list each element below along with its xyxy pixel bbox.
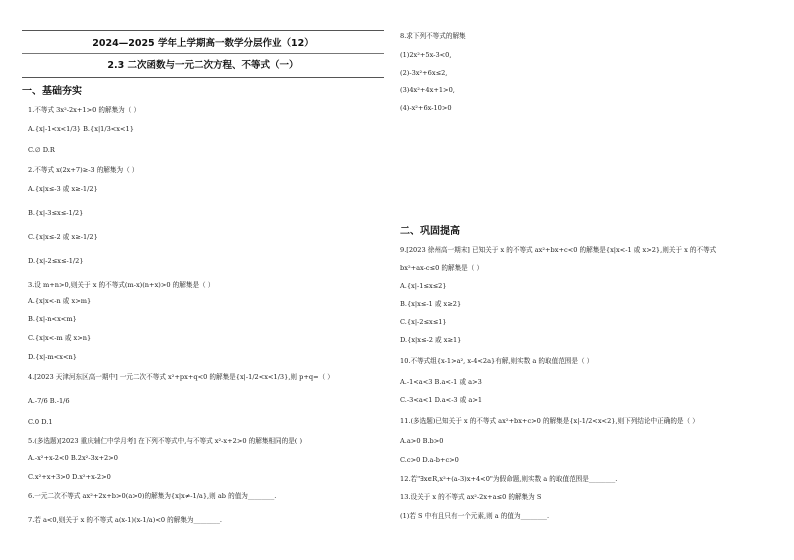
q3-option-a: A.{x|x<-n 或 x>m} — [28, 297, 92, 305]
q8-part3: (3)4x²+4x+1>0, — [400, 86, 455, 94]
section-improve-title: 二、巩固提高 — [400, 226, 460, 237]
q12-stem: 12.若"∃x∈R,x²+(a-3)x+4<0"为假命题,则实数 a 的取值范围是________. — [400, 475, 618, 483]
q13-stem: 13.设关于 x 的不等式 ax²-2x+a≤0 的解集为 S — [400, 493, 542, 501]
q10-options-ab: A.-1<a<3 B.a<-1 或 a>3 — [400, 378, 482, 386]
q6-stem: 6.一元二次不等式 ax²+2x+b>0(a>0)的解集为{x|x≠-1/a},则 ab 的值为________. — [28, 492, 277, 500]
q2-option-a: A.{x|x≤-3 或 x≥-1/2} — [28, 185, 98, 193]
q2-option-d: D.{x|-2≤x≤-1/2} — [28, 257, 84, 265]
q2-option-b: B.{x|-3≤x≤-1/2} — [28, 209, 84, 217]
q4-options-cd: C.0 D.1 — [28, 418, 53, 426]
q1-stem: 1.不等式 3x²-2x+1>0 的解集为（ ） — [28, 106, 141, 114]
q11-options-cd: C.c>0 D.a-b+c>0 — [400, 456, 459, 464]
q9-option-d: D.{x|x≤-2 或 x≥1} — [400, 336, 462, 344]
q11-stem: 11.(多选题)已知关于 x 的不等式 ax²+bx+c>0 的解集是{x|-1/2<x<2},则下列结论中正确的是（ ） — [400, 417, 699, 425]
q8-part4: (4)-x²+6x-10>0 — [400, 104, 452, 112]
q1-options-ab: A.{x|-1<x<1/3} B.{x|1/3<x<1} — [28, 125, 134, 133]
q3-option-b: B.{x|-n<x<m} — [28, 315, 77, 323]
q8-part1: (1)2x²+5x-3<0, — [400, 51, 452, 59]
q1-options-cd: C.∅ D.R — [28, 146, 55, 154]
q11-options-ab: A.a>0 B.b>0 — [400, 437, 444, 445]
q9-stem-cont: bx²+ax-c≤0 的解集是（ ） — [400, 264, 484, 272]
q7-stem: 7.若 a<0,则关于 x 的不等式 a(x-1)(x-1/a)<0 的解集为________. — [28, 516, 222, 524]
q9-option-a: A.{x|-1≤x≤2} — [400, 282, 447, 290]
q9-option-b: B.{x|x≤-1 或 x≥2} — [400, 300, 462, 308]
q2-option-c: C.{x|x≤-2 或 x≥-1/2} — [28, 233, 98, 241]
title-box — [22, 30, 384, 78]
q3-stem: 3.设 m+n>0,则关于 x 的不等式(m-x)(n+x)>0 的解集是（ ） — [28, 281, 215, 289]
q3-option-c: C.{x|x<-m 或 x>n} — [28, 334, 92, 342]
q10-stem: 10.不等式组{x-1>a², x-4<2a}有解,则实数 a 的取值范围是（ ） — [400, 357, 594, 365]
q4-stem: 4.[2023 天津河东区高一期中] 一元二次不等式 x²+px+q<0 的解集是{x|-1/2<x<1/3},则 p+q=（ ） — [28, 373, 334, 381]
q9-stem: 9.[2023 徐州高一期末] 已知关于 x 的不等式 ax²+bx+c<0 的解集是{x|x<-1 或 x>2},则关于 x 的不等式 — [400, 246, 717, 254]
page-title: 2024—2025 学年上学期高一数学分层作业（12） — [92, 38, 314, 49]
title-divider — [22, 53, 384, 54]
q13-part1: (1)若 S 中有且只有一个元素,则 a 的值为________. — [400, 512, 550, 520]
q2-stem: 2.不等式 x(2x+7)≥-3 的解集为（ ） — [28, 166, 139, 174]
q8-stem: 8.求下列不等式的解集 — [400, 32, 466, 40]
q8-part2: (2)-3x²+6x≤2, — [400, 69, 448, 77]
q10-options-cd: C.-3<a<1 D.a<-3 或 a>1 — [400, 396, 483, 404]
q5-options-ab: A.-x²+x-2<0 B.2x²-3x+2>0 — [28, 454, 118, 462]
page-subtitle: 2.3 二次函数与一元二次方程、不等式（一） — [107, 60, 299, 71]
q5-stem: 5.(多选题)[2023 重庆辅仁中学月考] 在下列不等式中,与不等式 x²-x+2>0 的解集相同的是( ) — [28, 437, 303, 445]
q5-options-cd: C.x²+x+3>0 D.x²+x-2>0 — [28, 473, 111, 481]
q3-option-d: D.{x|-m<x<n} — [28, 353, 77, 361]
q9-option-c: C.{x|-2≤x≤1} — [400, 318, 447, 326]
q4-options-ab: A.-7/6 B.-1/6 — [28, 397, 70, 405]
section-basic-title: 一、基础夯实 — [22, 86, 82, 97]
